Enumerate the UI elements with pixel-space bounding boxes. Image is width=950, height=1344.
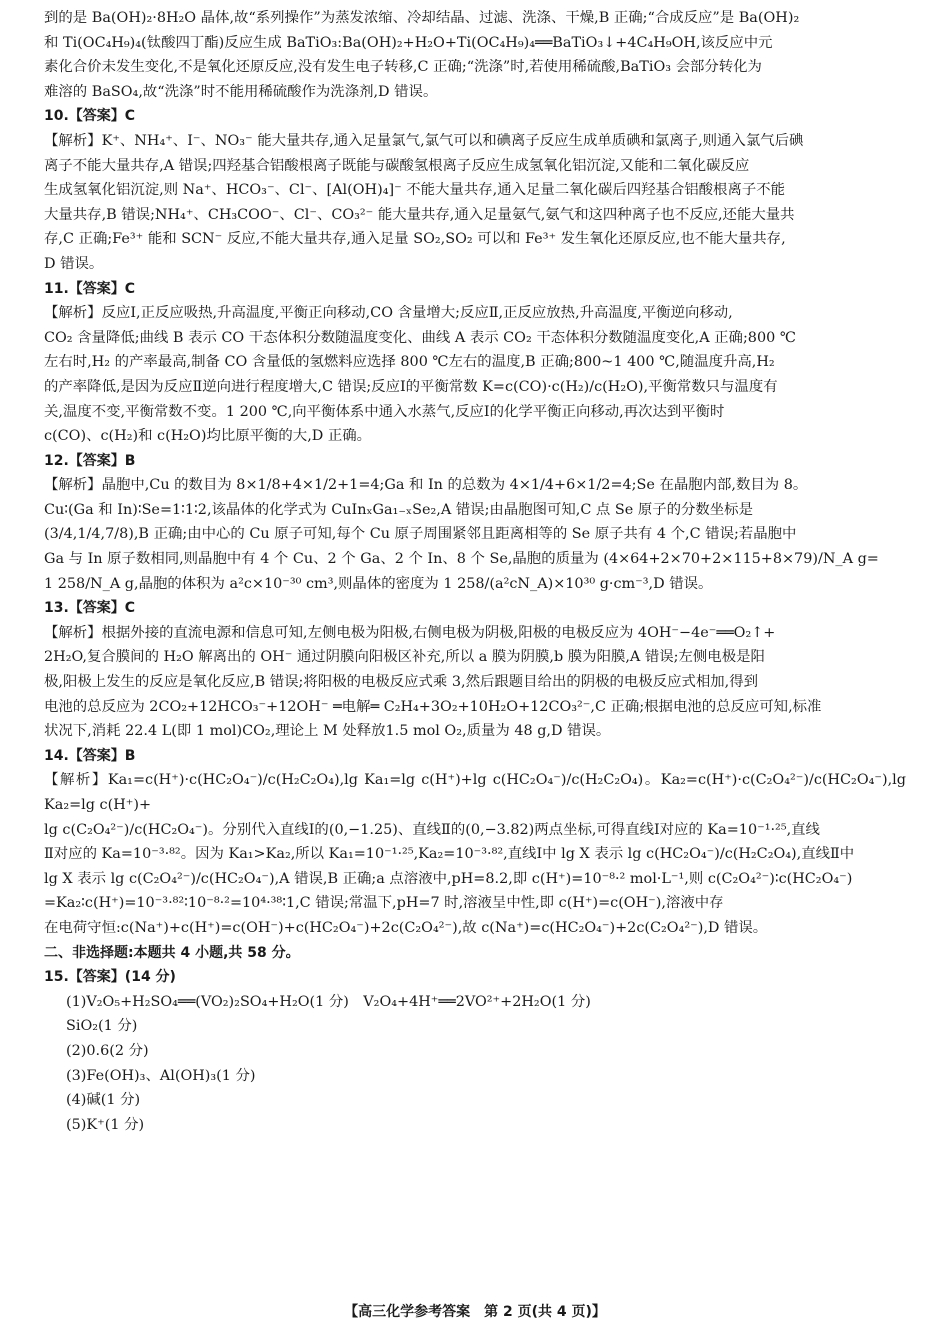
answer-line: SiO₂(1 分) — [66, 1018, 138, 1035]
text-line: D 错误。 — [44, 255, 104, 272]
text-line: 大量共存,B 错误;NH₄⁺、CH₃COO⁻、Cl⁻、CO₃²⁻ 能大量共存,通入足量氨气,氨气和这四种离子也不反应,还能大量共 — [44, 206, 795, 223]
answer-line: (5)K⁺(1 分) — [66, 1116, 145, 1133]
text-line: Cu∶(Ga 和 In)∶Se=1∶1∶2,该晶体的化学式为 CuInₓGa₁₋ₓSe₂,A 错误;由晶胞图可知,C 点 Se 原子的分数坐标是 — [44, 501, 753, 518]
text-line: CO₂ 含量降低;曲线 B 表示 CO 干态体积分数随温度变化、曲线 A 表示 CO₂ 干态体积分数随温度变化,A 正确;800 ℃ — [44, 329, 796, 346]
text-line: Ⅱ对应的 Ka=10⁻³·⁸²。因为 Ka₁>Ka₂,所以 Ka₁=10⁻¹·²⁵,Ka₂=10⁻³·⁸²,直线Ⅰ中 lg X 表示 lg c(HC₂O₄⁻)/c(H₂C₂O₄),直线Ⅱ中 — [44, 846, 855, 863]
text-line: 【解析】K⁺、NH₄⁺、I⁻、NO₃⁻ 能大量共存,通入足量氯气,氯气可以和碘离子反应生成单质碘和氯离子,则通入氯气后碘 — [44, 132, 804, 149]
text-line: 素化合价未发生变化,不是氧化还原反应,没有发生电子转移,C 正确;“洗涤”时,若使用稀硫酸,BaTiO₃ 会部分转化为 — [44, 59, 762, 76]
answer-line: (1)V₂O₅+H₂SO₄══(VO₂)₂SO₄+H₂O(1 分) V₂O₄+4H⁺══2VO²⁺+2H₂O(1 分) — [66, 993, 591, 1010]
text-line: 电池的总反应为 2CO₂+12HCO₃⁻+12OH⁻ ═电解═ C₂H₄+3O₂+10H₂O+12CO₃²⁻,C 正确;根据电池的总反应可知,标准 — [44, 698, 822, 715]
answer-line: (2)0.6(2 分) — [66, 1042, 149, 1059]
text-line: lg c(C₂O₄²⁻)/c(HC₂O₄⁻)。分别代入直线Ⅰ的(0,−1.25)、直线Ⅱ的(0,−3.82)两点坐标,可得直线Ⅰ对应的 Ka=10⁻¹·²⁵,直线 — [44, 821, 820, 838]
text-line: 极,阳极上发生的反应是氧化反应,B 错误;将阳极的电极反应式乘 3,然后跟题目给出的阴极的电极反应式相加,得到 — [44, 674, 758, 691]
question-answer-heading: 11.【答案】C — [44, 280, 136, 297]
text-line: 和 Ti(OC₄H₉)₄(钛酸四丁酯)反应生成 BaTiO₃:Ba(OH)₂+H₂O+Ti(OC₄H₉)₄══BaTiO₃↓+4C₄H₉OH,该反应中元 — [44, 34, 773, 51]
question-answer-heading: 15.【答案】(14 分) — [44, 969, 176, 986]
question-answer-heading: 13.【答案】C — [44, 600, 136, 617]
text-line: 生成氢氧化铝沉淀,则 Na⁺、HCO₃⁻、Cl⁻、[Al(OH)₄]⁻ 不能大量共存,通入足量二氧化碳后四羟基合铝酸根离子不能 — [44, 182, 786, 199]
answer-line: (3)Fe(OH)₃、Al(OH)₃(1 分) — [66, 1067, 256, 1084]
text-line: 【解析】根据外接的直流电源和信息可知,左侧电极为阳极,右侧电极为阴极,阳极的电极反应为 4OH⁻−4e⁻══O₂↑+ — [44, 624, 776, 641]
text-line: 存,C 正确;Fe³⁺ 能和 SCN⁻ 反应,不能大量共存,通入足量 SO₂,SO₂ 可以和 Fe³⁺ 发生氧化还原反应,也不能大量共存, — [44, 231, 786, 248]
text-line: 的产率降低,是因为反应Ⅱ逆向进行程度增大,C 错误;反应Ⅰ的平衡常数 K=c(CO)·c(H₂)/c(H₂O),平衡常数只与温度有 — [44, 378, 778, 395]
text-line: Ga 与 In 原子数相同,则晶胞中有 4 个 Cu、2 个 Ga、2 个 In、8 个 Se,晶胞的质量为 (4×64+2×70+2×115+8×79)/N_A g= — [44, 551, 879, 568]
text-line: 左右时,H₂ 的产率最高,制备 CO 含量低的氢燃料应选择 800 ℃左右的温度,B 正确;800~1 400 ℃,随温度升高,H₂ — [44, 354, 775, 371]
text-line: 【解析】反应Ⅰ,正反应吸热,升高温度,平衡正向移动,CO 含量增大;反应Ⅱ,正反应放热,升高温度,平衡逆向移动, — [44, 305, 733, 322]
text-line: 离子不能大量共存,A 错误;四羟基合铝酸根离子既能与碳酸氢根离子反应生成氢氧化铝沉淀,又能和二氧化碳反应 — [44, 157, 750, 174]
text-line: 到的是 Ba(OH)₂·8H₂O 晶体,故“系列操作”为蒸发浓缩、冷却结晶、过滤、洗涤、干燥,B 正确;“合成反应”是 Ba(OH)₂ — [44, 10, 800, 26]
text-line: 2H₂O,复合膜间的 H₂O 解离出的 OH⁻ 通过阴膜向阳极区补充,所以 a 膜为阴膜,b 膜为阳膜,A 错误;左侧电极是阳 — [44, 649, 765, 666]
text-line: 状况下,消耗 22.4 L(即 1 mol)CO₂,理论上 M 处释放1.5 mol O₂,质量为 48 g,D 错误。 — [44, 723, 611, 740]
text-line: (3/4,1/4,7/8),B 正确;由中心的 Cu 原子可知,每个 Cu 原子周围紧邻且距离相等的 Se 原子共有 4 个,C 错误;若晶胞中 — [44, 526, 797, 543]
answer-line: (4)碱(1 分) — [66, 1092, 141, 1109]
text-line: 【解析】晶胞中,Cu 的数目为 8×1/8+4×1/2+1=4;Ga 和 In 的总数为 4×1/4+6×1/2=4;Se 在晶胞内部,数目为 8。 — [44, 477, 808, 494]
text-line: 【解析】Ka₁=c(H⁺)·c(HC₂O₄⁻)/c(H₂C₂O₄),lg Ka₁=lg c(H⁺)+lg c(HC₂O₄⁻)/c(H₂C₂O₄)。Ka₂=c(H⁺)·c(C₂O₄²⁻)/c(HC₂O₄⁻),lg Ka₂=lg c(H⁺)+ — [44, 772, 906, 813]
text-line: c(CO)、c(H₂)和 c(H₂O)均比原平衡的大,D 正确。 — [44, 428, 372, 445]
text-line: 在电荷守恒:c(Na⁺)+c(H⁺)=c(OH⁻)+c(HC₂O₄⁻)+2c(C₂O₄²⁻),故 c(Na⁺)=c(HC₂O₄⁻)+2c(C₂O₄²⁻),D 错误。 — [44, 919, 768, 936]
text-line: 1 258/N_A g,晶胞的体积为 a²c×10⁻³⁰ cm³,则晶体的密度为 1 258/(a²cN_A)×10³⁰ g·cm⁻³,D 错误。 — [44, 575, 713, 592]
text-line: lg X 表示 lg c(C₂O₄²⁻)/c(HC₂O₄⁻),A 错误,B 正确;a 点溶液中,pH=8.2,即 c(H⁺)=10⁻⁸·² mol·L⁻¹,则 c(C₂O₄²⁻)∶c(HC₂O₄⁻) — [44, 870, 853, 887]
section-heading: 二、非选择题:本题共 4 小题,共 58 分。 — [44, 944, 300, 961]
text-line: 难溶的 BaSO₄,故“洗涤”时不能用稀硫酸作为洗涤剂,D 错误。 — [44, 83, 438, 100]
question-answer-heading: 12.【答案】B — [44, 452, 136, 469]
page-content — [44, 6, 906, 1137]
question-answer-heading: 14.【答案】B — [44, 747, 136, 764]
text-line: =Ka₂∶c(H⁺)=10⁻³·⁸²∶10⁻⁸·²=10⁴·³⁸∶1,C 错误;常温下,pH=7 时,溶液呈中性,即 c(H⁺)=c(OH⁻),溶液中存 — [44, 895, 724, 912]
question-answer-heading: 10.【答案】C — [44, 108, 136, 125]
page-footer: 【高三化学参考答案 第 2 页(共 4 页)】 — [344, 1304, 606, 1320]
text-line: 关,温度不变,平衡常数不变。1 200 ℃,向平衡体系中通入水蒸气,反应Ⅰ的化学平衡正向移动,再次达到平衡时 — [44, 403, 725, 420]
